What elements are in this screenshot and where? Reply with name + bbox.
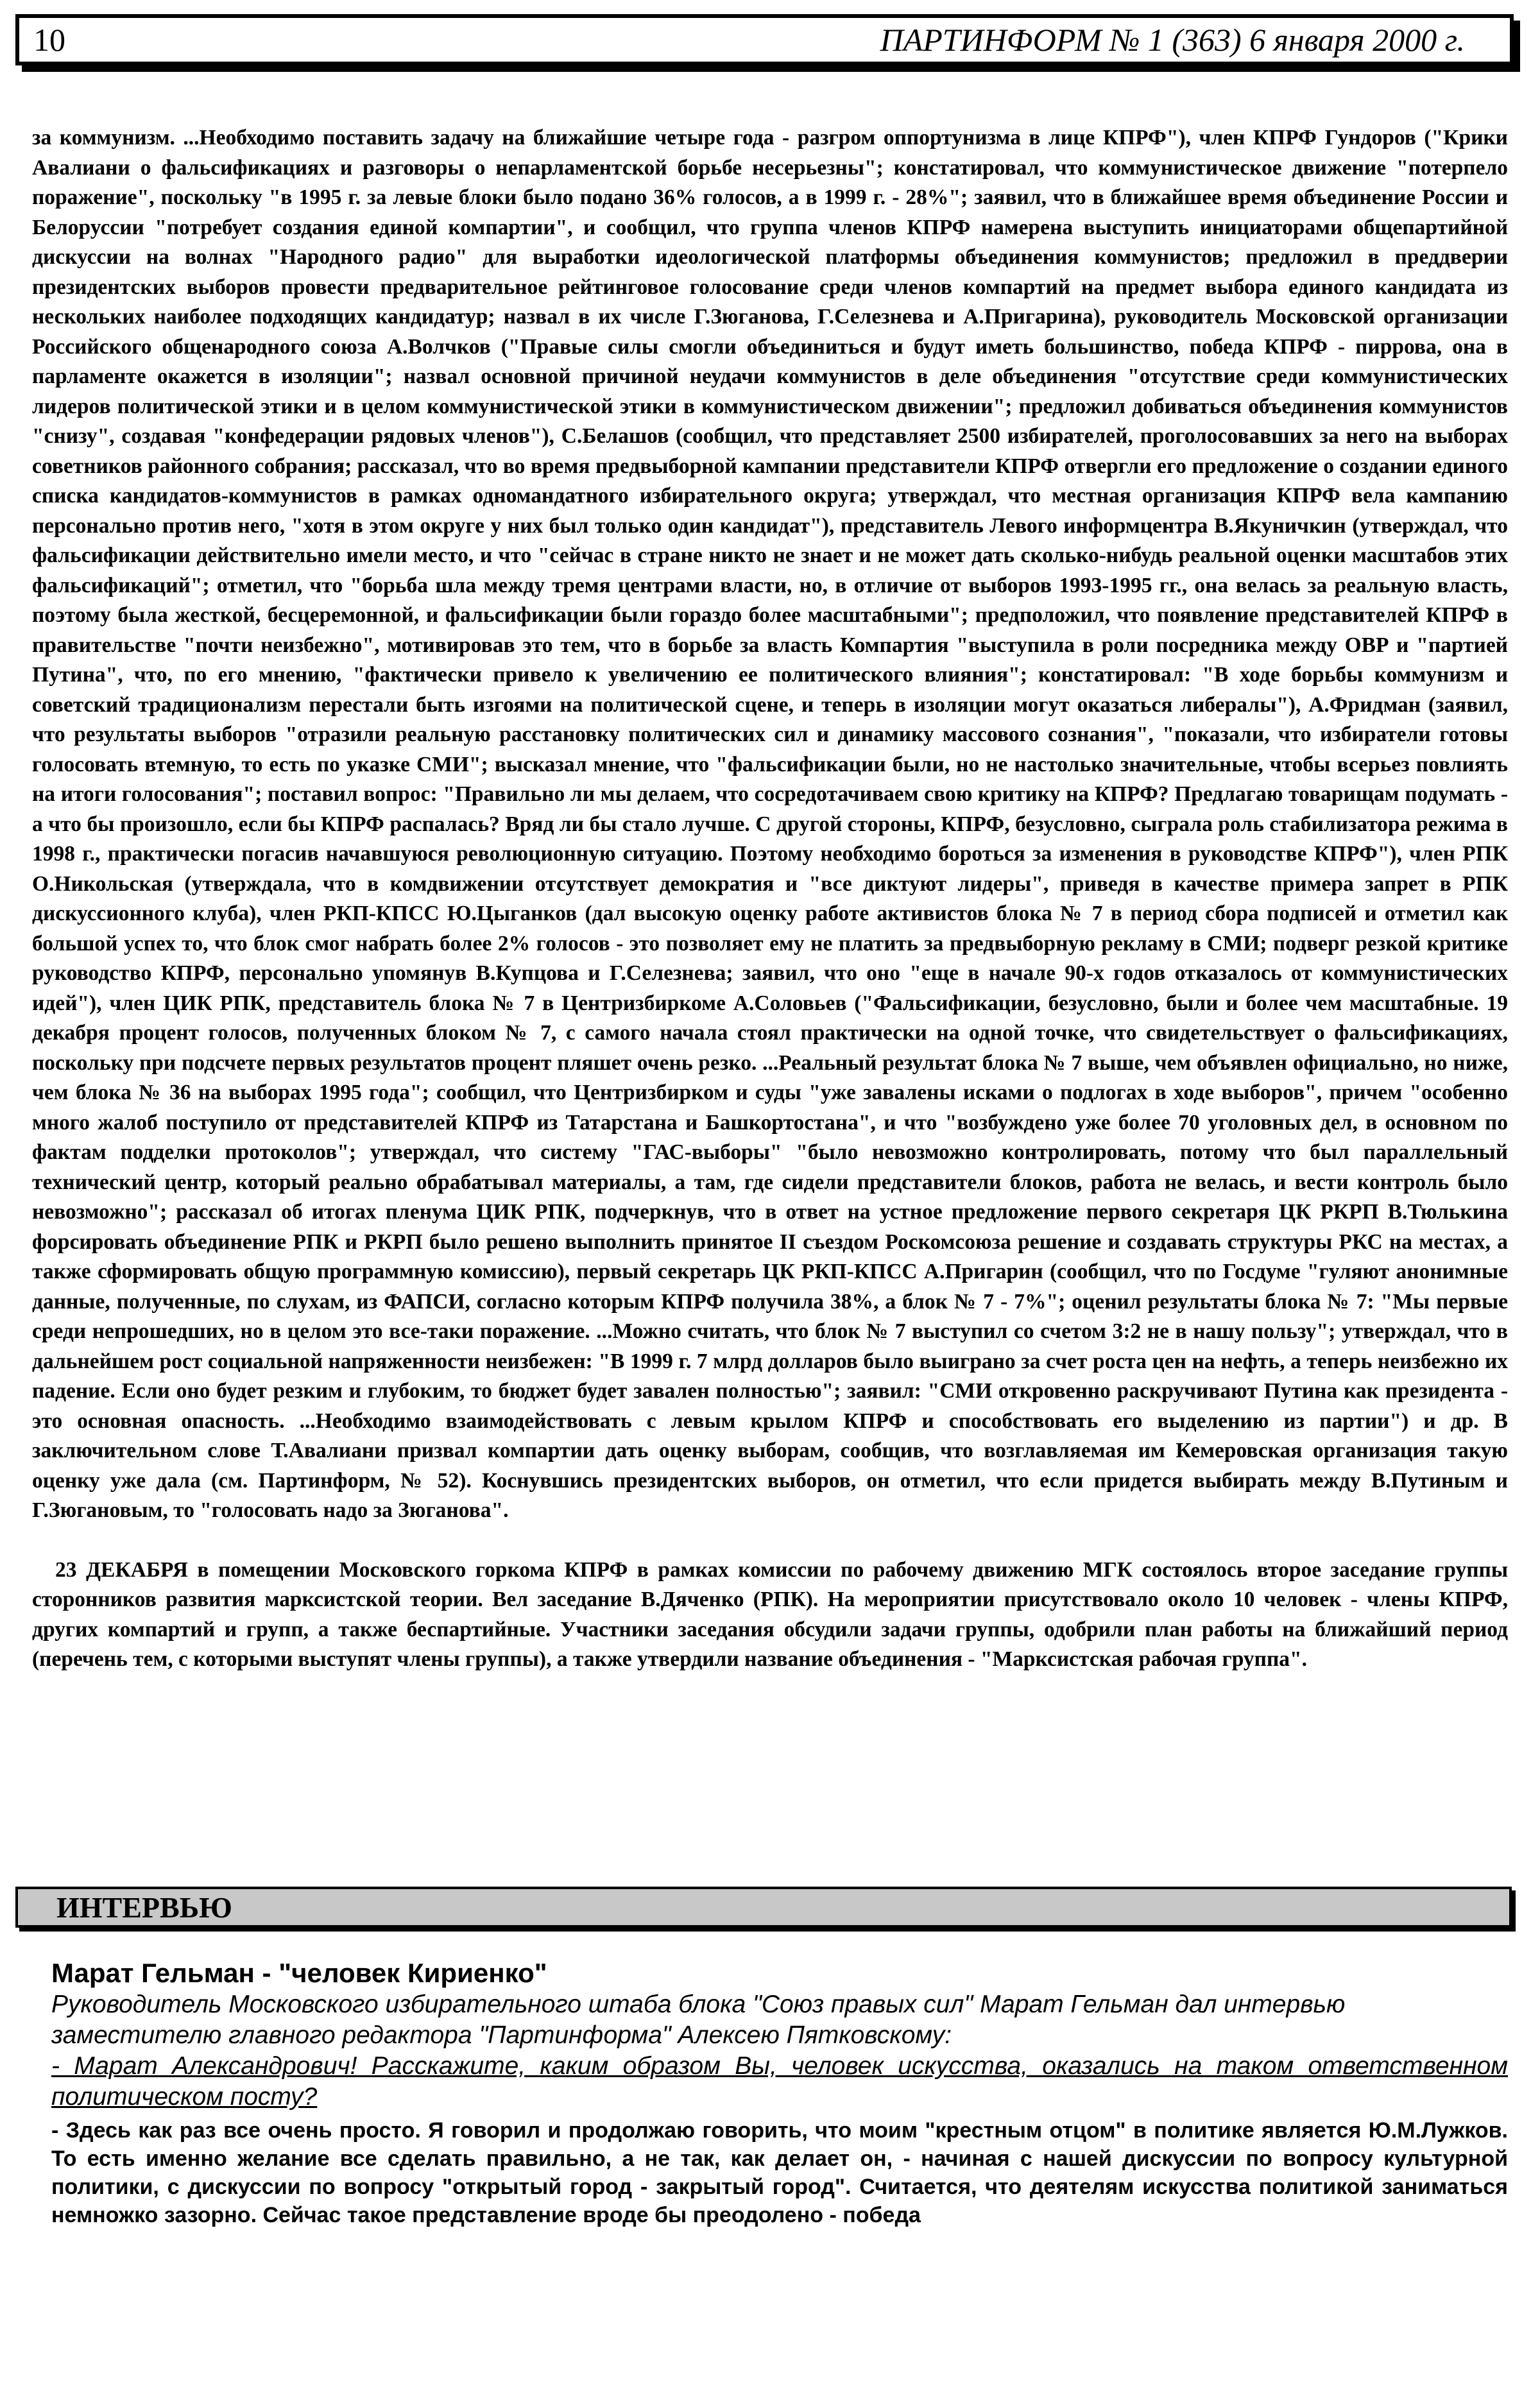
interview-question: - Марат Александрович! Расскажите, каким образом Вы, человек искусства, оказались на таком ответственном политическом посту? (51, 2052, 1508, 2111)
page-header (15, 14, 1514, 65)
interview-block (51, 1957, 1508, 2229)
interview-answer: - Здесь как раз все очень просто. Я говорил и продолжаю говорить, что моим "крестным отцом" в политике является Ю.М.Лужков. То есть именно желание все сделать правильно, а не так, как делает он, - начиная с нашей дискуссии по вопросу культурной политики, с дискуссии по вопросу "открытый город - закрытый город". Считается, что деятелям искусства политикой заниматься немножко зазорно. Сейчас такое представление вроде бы преодолено - победа (51, 2118, 1508, 2227)
section-header (15, 1887, 1512, 1928)
interview-headline: Марат Гельман - "человек Кириенко" (51, 1958, 547, 1988)
page-number: 10 (33, 22, 65, 58)
section-title: ИНТЕРВЬЮ (56, 1890, 232, 1924)
interview-lead: Руководитель Московского избирательного штаба блока "Союз правых сил" Марат Гельман дал интервью заместителю главного редактора "Партинформа" Алексею Пятковскому: (51, 1991, 1346, 2049)
article-body (32, 123, 1508, 1675)
publication-title: ПАРТИНФОРМ № 1 (363) 6 января 2000 г. (880, 22, 1465, 58)
article-paragraph-2: 23 ДЕКАБРЯ в помещении Московского горкома КПРФ в рамках комиссии по рабочему движению МГК состоялось второе заседание группы сторонников развития марксистской теории. Вел заседание В.Дяченко (РПК). На мероприятии присутствовало около 10 человек - члены КПРФ, других компартий и групп, а также беспартийные. Участники заседания обсудили задачи группы, одобрили план работы на ближайший период (перечень тем, с которыми выступят члены группы), а также утвердили название объединения - "Марксистская рабочая группа". (32, 1557, 1508, 1671)
article-paragraph-1: за коммунизм. ...Необходимо поставить задачу на ближайшие четыре года - разгром оппортунизма в лице КПРФ"), член КПРФ Гундоров ("Крики Авалиани о фальсификациях и разговоры о непарламентской борьбе несерьезны"; констатировал, что коммунистическое движение "потерпело поражение", поскольку "в 1995 г. за левые блоки было подано 36% голосов, а в 1999 г. - 28%"; заявил, что в ближайшее время объединение России и Белоруссии "потребует создания единой компартии", и сообщил, что группа членов КПРФ намерена выступить инициаторами общепартийной дискуссии на волнах "Народного радио" для выработки идеологической платформы объединения коммунистов; предложил в преддверии президентских выборов провести предварительное рейтинговое голосование среди членов компартий на предмет выбора единого кандидата из нескольких наиболее подходящих кандидатур; назвал в их числе Г.Зюганова, Г.Селезнева и А.Пригарина), руководитель Московской организации Российского общенародного союза А.Волчков ("Правые силы смогли объединиться и будут иметь большинство, победа КПРФ - пиррова, она в парламенте окажется в изоляции"; назвал основной причиной неудачи коммунистов в деле объединения "отсутствие среди коммунистических лидеров политической этики и в целом коммунистической этики в коммунистическом движении"; предложил добиваться объединения коммунистов "снизу", создавая "конфедерации рядовых членов"), С.Белашов (сообщил, что представляет 2500 избирателей, проголосовавших за него на выборах советников районного собрания; рассказал, что во время предвыборной кампании представители КПРФ отвергли его предложение о создании единого списка кандидатов-коммунистов в рамках одномандатного избирательного округа; утверждал, что местная организация КПРФ вела кампанию персонально против него, "хотя в этом округе у них был только один кандидат"), представитель Левого информцентра В.Якуничкин (утверждал, что фальсификации действительно имели место, и что "сейчас в стране никто не знает и не может дать сколько-нибудь реальной оценки масштабов этих фальсификаций"; отметил, что "борьба шла между тремя центрами власти, но, в отличие от выборов 1993-1995 гг., она велась за реальную власть, поэтому была жесткой, бесцеремонной, и фальсификации были гораздо более масштабными"; предположил, что появление представителей КПРФ в правительстве "почти неизбежно", мотивировав это тем, что в борьбе за власть Компартия "выступила в роли посредника между ОВР и "партией Путина", что, по его мнению, "фактически привело к увеличению ее политического влияния"; констатировал: "В ходе борьбы коммунизм и советский традиционализм перестали быть изгоями на политической сцене, и теперь в изоляции могут оказаться либералы"), А.Фридман (заявил, что результаты выборов "отразили реальную расстановку политических сил и динамику массового сознания", "показали, что избиратели готовы голосовать втемную, то есть по указке СМИ"; высказал мнение, что "фальсификации были, но не настолько значительные, чтобы всерьез повлиять на итоги голосования"; поставил вопрос: "Правильно ли мы делаем, что сосредотачиваем свою критику на КПРФ? Предлагаю товарищам подумать - а что бы произошло, если бы КПРФ распалась? Вряд ли бы стало лучше. С другой стороны, КПРФ, безусловно, сыграла роль стабилизатора режима в 1998 г., практически погасив начавшуюся революционную ситуацию. Поэтому необходимо бороться за изменения в руководстве КПРФ"), член РПК О.Никольская (утверждала, что в комдвижении отсутствует демократия и "все диктуют лидеры", приведя в качестве примера запрет в РПК дискуссионного клуба), член РКП-КПСС Ю.Цыганков (дал высокую оценку работе активистов блока № 7 в период сбора подписей и отметил как большой успех то, что блок смог набрать более 2% голосов - это позволяет ему не платить за предвыборную рекламу в СМИ; подверг резкой критике руководство КПРФ, персонально упомянув В.Купцова и Г.Селезнева; заявил, что оно "еще в начале 90-х годов отказалось от коммунистических идей"), член ЦИК РПК, представитель блока № 7 в Центризбиркоме А.Соловьев ("Фальсификации, безусловно, были и более чем масштабные. 19 декабря процент голосов, полученных блоком № 7, с самого начала стоял практически на одной точке, что свидетельствует о фальсификациях, поскольку при подсчете первых результатов процент пляшет очень резко. ...Реальный результат блока № 7 выше, чем объявлен официально, но ниже, чем блока № 36 на выборах 1995 года"; сообщил, что Центризбирком и суды "уже завалены исками о подлогах в ходе выборов", причем "особенно много жалоб поступило от представителей КПРФ из Татарстана и Башкортостана", и что "возбуждено уже более 70 уголовных дел, в основном по фактам подделки протоколов"; утверждал, что систему "ГАС-выборы" "было невозможно контролировать, потому что был параллельный технический центр, который реально обрабатывал материалы, а там, где сидели представители блоков, работа не велась, и вести контроль было невозможно"; рассказал об итогах пленума ЦИК РПК, подчеркнув, что в ответ на устное предложение первого секретаря ЦК РКРП В.Тюлькина форсировать объединение РПК и РКРП было решено выполнить принятое II съездом Роскомсоюза решение и создавать структуры РКС на местах, а также сформировать общую программную комиссию), первый секретарь ЦК РКП-КПСС А.Пригарин (сообщил, что по Госдуме "гуляют анонимные данные, полученные, по слухам, из ФАПСИ, согласно которым КПРФ получила 38%, а блок № 7 - 7%"; оценил результаты блока № 7: "Мы первые среди непрошедших, но в целом это все-таки поражение. ...Можно считать, что блок № 7 выступил со счетом 3:2 не в нашу пользу"; утверждал, что в дальнейшем рост социальной напряженности неизбежен: "В 1999 г. 7 млрд долларов было выиграно за счет роста цен на нефть, а теперь неизбежно их падение. Если оно будет резким и глубоким, то бюджет будет завален полностью"; заявил: "СМИ откровенно раскручивают Путина как президента - это основная опасность. ...Необходимо взаимодействовать с левым крылом КПРФ и способствовать его выделению из партии") и др. В заключительном слове Т.Авалиани призвал компартии дать оценку выборам, сообщив, что возглавляемая им Кемеровская организация такую оценку уже дала (см. Партинформ, № 52). Коснувшись президентских выборов, он отметил, что если придется выбирать между В.Путиным и Г.Зюгановым, то "голосовать надо за Зюганова". (32, 126, 1508, 1522)
